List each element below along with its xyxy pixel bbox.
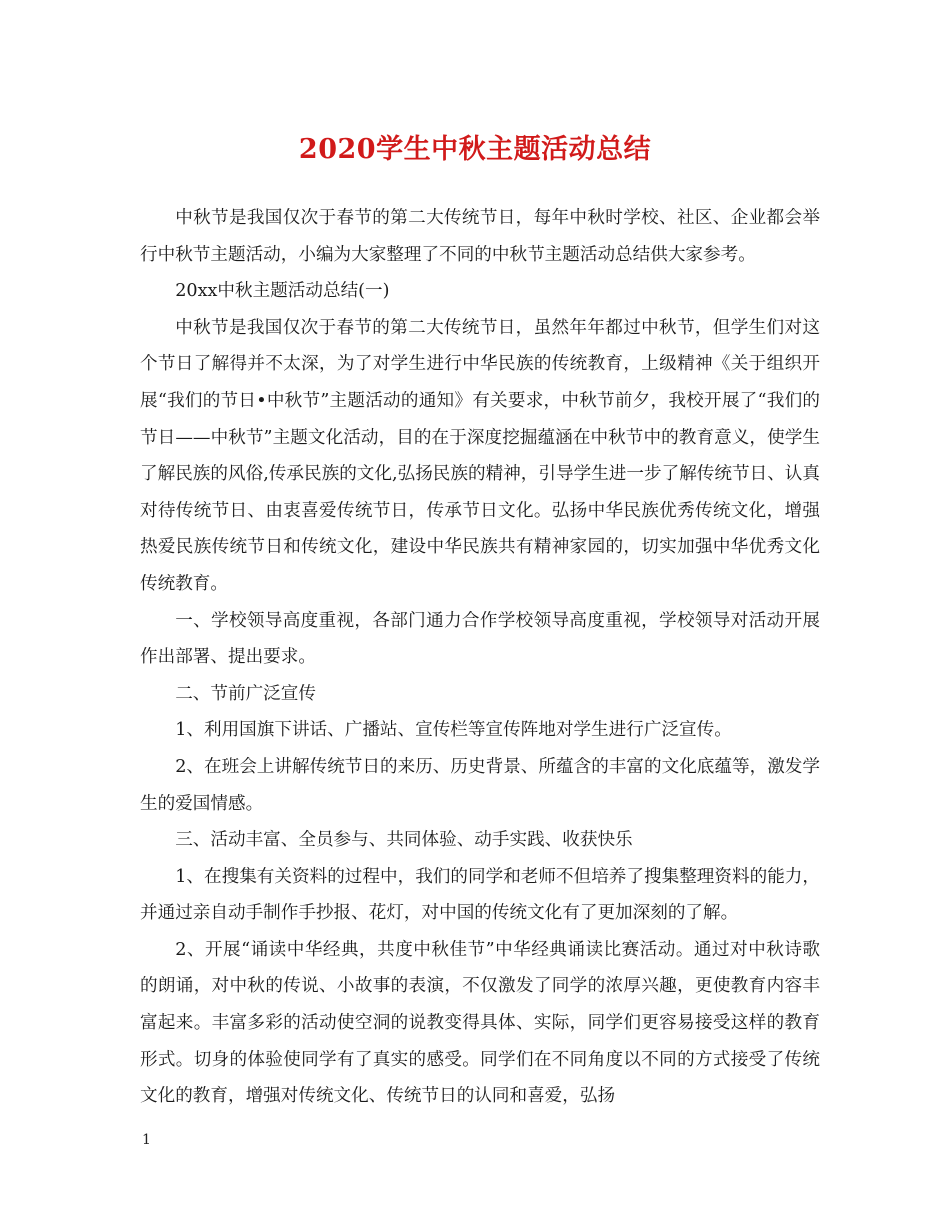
page-number: 1 [142, 1132, 151, 1148]
document-title: 2020学生中秋主题活动总结 [298, 134, 652, 165]
paragraph-item-2-2: 2、在班会上讲解传统节日的来历、历史背景、所蕴含的丰富的文化底蕴等，激发学生的爱国情感。 [140, 756, 820, 814]
paragraph-intro: 中秋节是我国仅次于春节的第二大传统节日，每年中秋时学校、社区、企业都会举行中秋节主题活动，小编为大家整理了不同的中秋节主题活动总结供大家参考。 [140, 208, 820, 265]
paragraph-section-heading: 20xx中秋主题活动总结(一) [175, 281, 390, 302]
paragraph-background: 中秋节是我国仅次于春节的第二大传统节日，虽然年年都过中秋节，但学生们对这个节日了解得并不太深，为了对学生进行中华民族的传统教育，上级精神《关于组织开展“我们的节日•中秋节”主题活动的通知》有关要求，中秋节前夕，我校开展了“我们的节日——中秋节”主题文化活动，目的在于深度挖掘蕴涵在中秋节中的教育意义，使学生了解民族的风俗,传承民族的文化,弘扬民族的精神，引导学生进一步了解传统节日、认真对待传统节日、由衷喜爱传统节日，传承节日文化。弘扬中华民族优秀传统文化，增强热爱民族传统节日和传统文化，建设中华民族共有精神家园的，切实加强中华优秀文化传统教育。 [140, 317, 820, 594]
paragraph-item-2: 二、节前广泛宣传 [175, 683, 316, 704]
paragraph-item-1: 一、学校领导高度重视，各部门通力合作学校领导高度重视，学校领导对活动开展作出部署、提出要求。 [140, 610, 820, 668]
paragraph-item-3: 三、活动丰富、全员参与、共同体验、动手实践、收获快乐 [175, 830, 633, 851]
paragraph-item-3-2: 2、开展“诵读中华经典，共度中秋佳节”中华经典诵读比赛活动。通过对中秋诗歌的朗诵，对中秋的传说、小故事的表演，不仅激发了同学的浓厚兴趣，更使教育内容丰富起来。丰富多彩的活动使空洞的说教变得具体、实际，同学们更容易接受这样的教育形式。切身的体验使同学有了真实的感受。同学们在不同角度以不同的方式接受了传统文化的教育，增强对传统文化、传统节日的认同和喜爱，弘扬 [140, 939, 820, 1107]
paragraph-item-2-1: 1、利用国旗下讲话、广播站、宣传栏等宣传阵地对学生进行广泛宣传。 [175, 720, 732, 741]
document-body [140, 200, 820, 1115]
paragraph-item-3-1: 1、在搜集有关资料的过程中，我们的同学和老师不但培养了搜集整理资料的能力，并通过亲自动手制作手抄报、花灯，对中国的传统文化有了更加深刻的了解。 [140, 866, 820, 924]
